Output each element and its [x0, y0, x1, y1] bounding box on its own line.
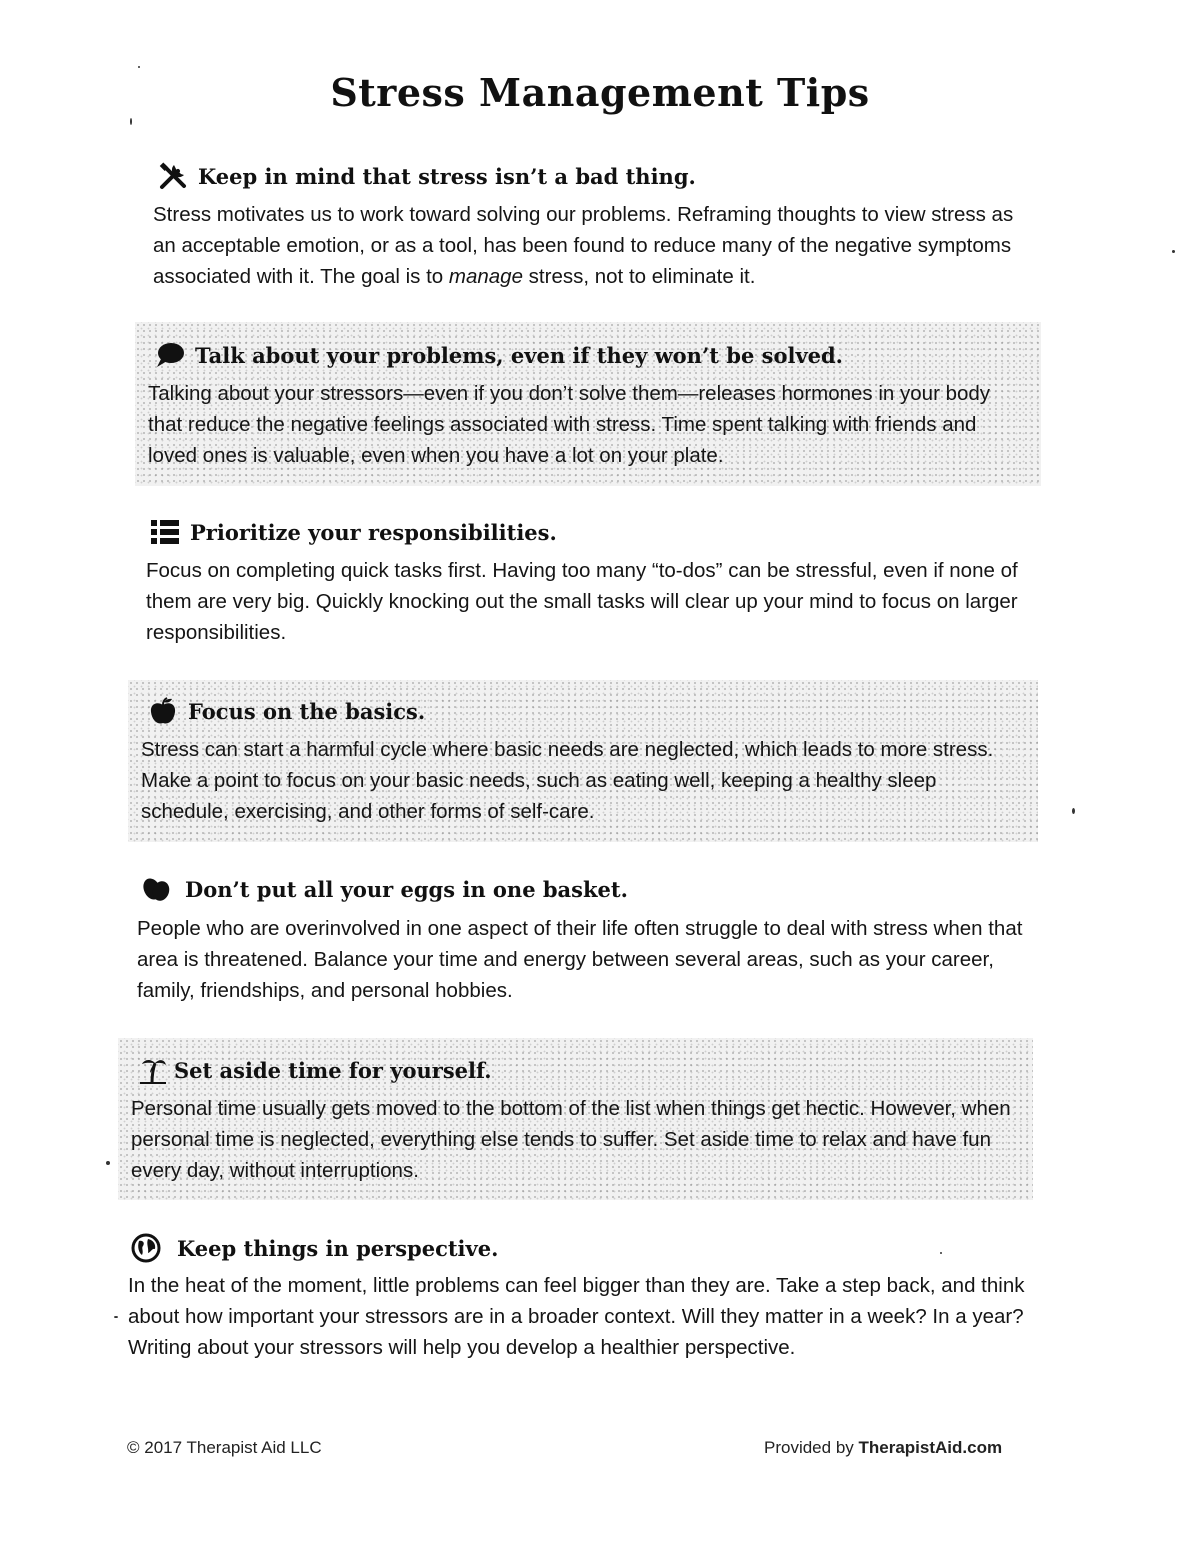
- tools-icon: [158, 161, 188, 191]
- provider-site: TherapistAid.com: [858, 1438, 1003, 1457]
- scan-speck: [138, 66, 140, 68]
- scan-speck: [106, 1161, 110, 1165]
- tip-heading-row: [150, 517, 557, 547]
- tip-heading: Focus on the basics.: [188, 698, 426, 724]
- island-icon: [138, 1055, 168, 1085]
- page-title: Stress Management Tips: [330, 70, 870, 115]
- tip-heading-row: [138, 1055, 492, 1085]
- copyright-notice: © 2017 Therapist Aid LLC: [127, 1438, 322, 1457]
- tip-time-for-yourself: [118, 1038, 1033, 1200]
- tip-heading: Keep in mind that stress isn’t a bad thing.: [198, 163, 696, 189]
- apple-icon: [148, 696, 178, 726]
- tip-body: Focus on completing quick tasks first. Having too many “to-dos” can be stressful, even if none of them are very big. Quickly knocking out the small tasks will clear up your mind to focus on larger responsibilities.: [146, 559, 1018, 644]
- scan-speck: [940, 1252, 942, 1254]
- tip-heading: Prioritize your responsibilities.: [190, 519, 557, 545]
- tip-body: People who are overinvolved in one aspect of their life often struggle to deal with stress when that area is threatened. Balance your time and energy between several areas, such as your career, family, friendships, and personal hobbies.: [137, 917, 1023, 1002]
- eggs-icon: [141, 874, 171, 904]
- tip-body: Stress motivates us to work toward solving our problems. Reframing thoughts to view stress as an acceptable emotion, or as a tool, has been found to reduce many of the negative symptoms associated with it. The goal is to manage stress, not to eliminate it.: [153, 203, 1014, 288]
- tip-heading: Keep things in perspective.: [177, 1235, 499, 1261]
- tip-heading: Talk about your problems, even if they won’t be solved.: [195, 342, 843, 368]
- tip-body: In the heat of the moment, little problems can feel bigger than they are. Take a step back, and think about how important your stressors are in a broader context. Will they matter in a week? In a year? Writing about your stressors will help you develop a healthier perspective.: [128, 1274, 1025, 1359]
- scan-speck: [1072, 808, 1075, 814]
- speech-bubble-icon: [155, 340, 185, 370]
- tip-heading-row: [155, 340, 843, 370]
- tip-focus-basics: [128, 680, 1038, 842]
- tip-heading-row: [148, 696, 425, 726]
- tip-heading: Set aside time for yourself.: [174, 1057, 492, 1083]
- provided-by: Provided by TherapistAid.com: [764, 1438, 1003, 1457]
- scan-speck: [1172, 250, 1175, 253]
- globe-icon: [131, 1233, 161, 1263]
- scan-speck: [130, 118, 132, 125]
- emphasis-manage: manage: [448, 265, 523, 288]
- scan-speck: [114, 1316, 118, 1318]
- tip-heading-row: [158, 161, 696, 191]
- list-icon: [150, 517, 180, 547]
- tip-heading-row: [141, 874, 628, 904]
- tip-body: Personal time usually gets moved to the bottom of the list when things get hectic. However, when personal time is neglected, everything else tends to suffer. Set aside time to relax and have fun every day, without interruptions.: [131, 1097, 1011, 1182]
- tip-body: Stress can start a harmful cycle where basic needs are neglected, which leads to more stress. Make a point to focus on your basic needs, such as eating well, keeping a healthy sleep schedule, exercising, and other forms of self-care.: [141, 738, 994, 823]
- tip-body: Talking about your stressors—even if you don’t solve them—releases hormones in your body that reduce the negative feelings associated with stress. Time spent talking with friends and loved ones is valuable, even when you have a lot on your plate.: [148, 382, 991, 467]
- tip-heading: Don’t put all your eggs in one basket.: [185, 876, 628, 902]
- tip-talk-about-problems: [135, 322, 1041, 486]
- tip-heading-row: [131, 1233, 498, 1263]
